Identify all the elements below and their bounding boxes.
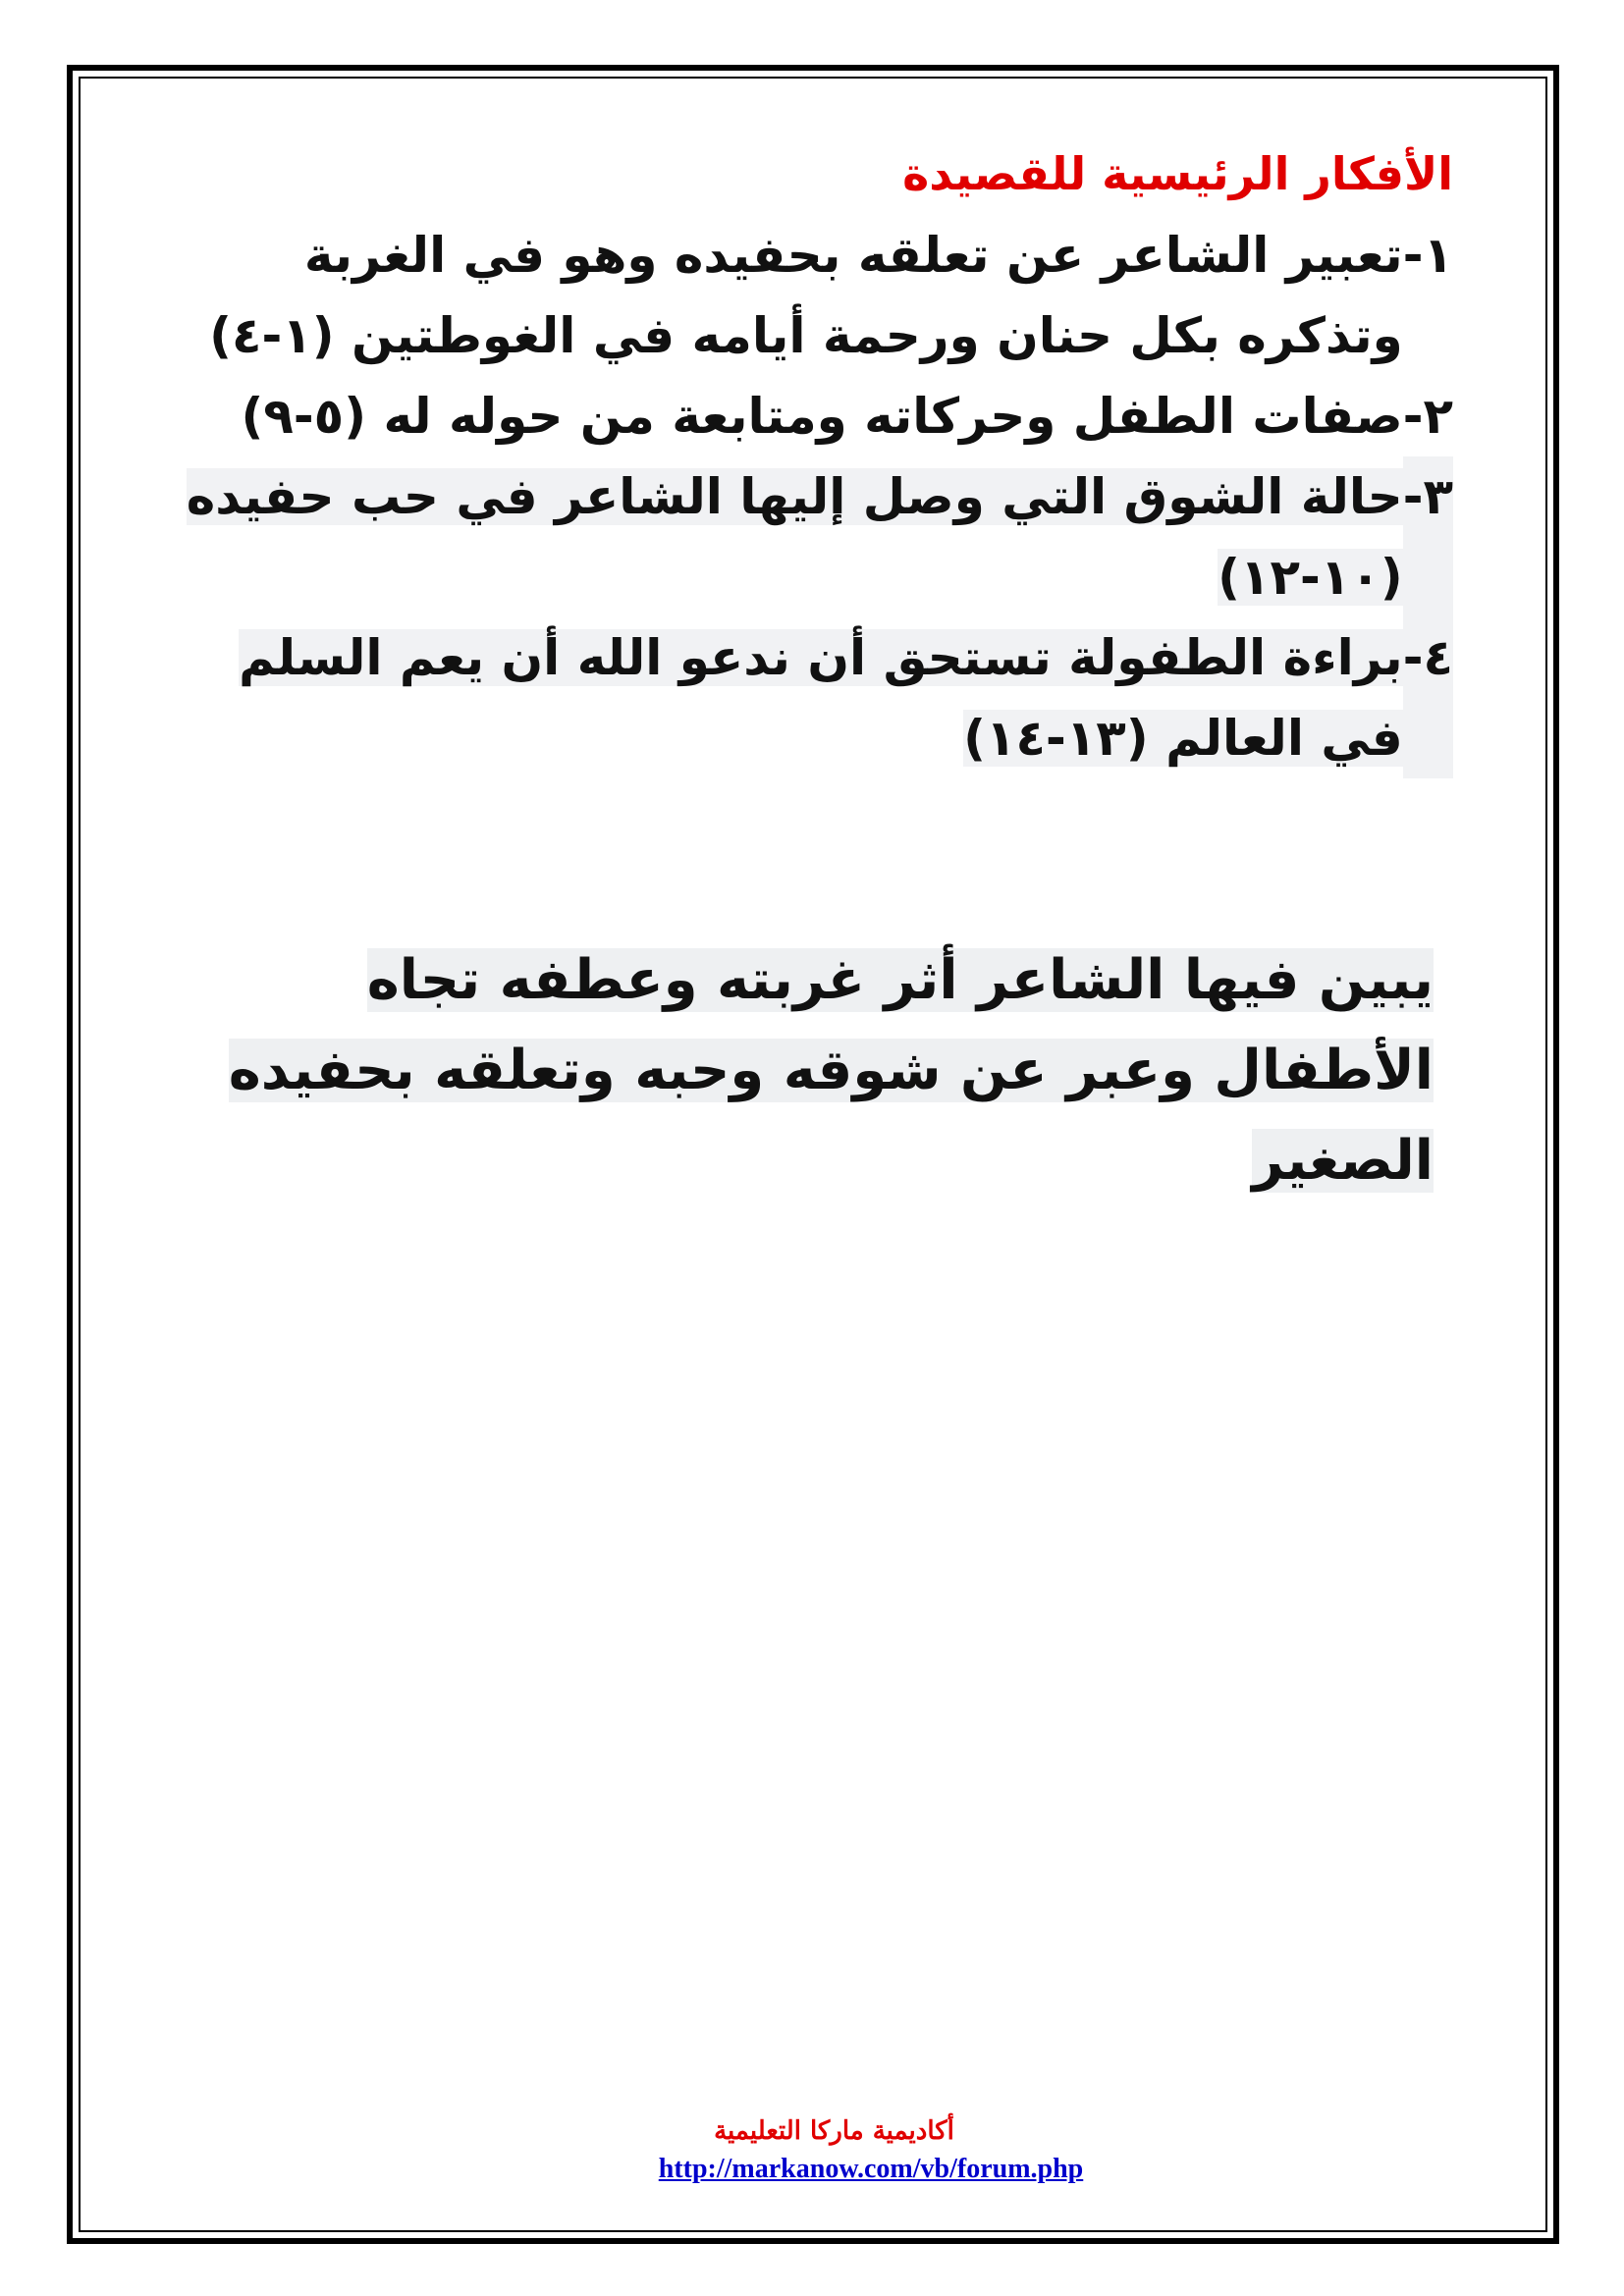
footer-forum-link[interactable]: http://markanow.com/vb/forum.php: [658, 2154, 1084, 2184]
idea-text: تعبير الشاعر عن تعلقه بحفيده وهو في الغربة وتذكره بكل حنان ورحمة أيامه في الغوطتين (١-٤): [209, 227, 1403, 365]
idea-item-4: [147, 617, 1453, 778]
idea-item-3: [147, 456, 1453, 617]
idea-number: ٢-: [1402, 388, 1453, 446]
idea-number: ١-: [1402, 227, 1453, 285]
idea-text: صفات الطفل وحركاته ومتابعة من حوله له (٥-٩): [241, 388, 1403, 446]
document-body: [147, 147, 1453, 1261]
main-ideas-list: [147, 215, 1453, 778]
idea-item-2: [147, 376, 1453, 456]
idea-text: براءة الطفولة تستحق أن ندعو الله أن يعم السلم في العالم (١٣-١٤): [239, 629, 1403, 768]
summary-paragraph: [147, 935, 1453, 1206]
idea-number: ٣-: [1403, 456, 1453, 617]
idea-number: ٤-: [1403, 617, 1453, 778]
footer: [0, 2112, 1624, 2189]
idea-item-1: [147, 215, 1453, 376]
summary-text: يبين فيها الشاعر أثر غربته وعطفه تجاه الأطفال وعبر عن شوقه وحبه وتعلقه بحفيده الصغير: [228, 948, 1434, 1194]
document-title: الأفكار الرئيسية للقصيدة: [902, 147, 1453, 200]
footer-academy-name: أكاديمية ماركا التعليمية: [714, 2116, 954, 2146]
idea-text: حالة الشوق التي وصل إليها الشاعر في حب حفيده (١٠-١٢): [186, 468, 1403, 607]
